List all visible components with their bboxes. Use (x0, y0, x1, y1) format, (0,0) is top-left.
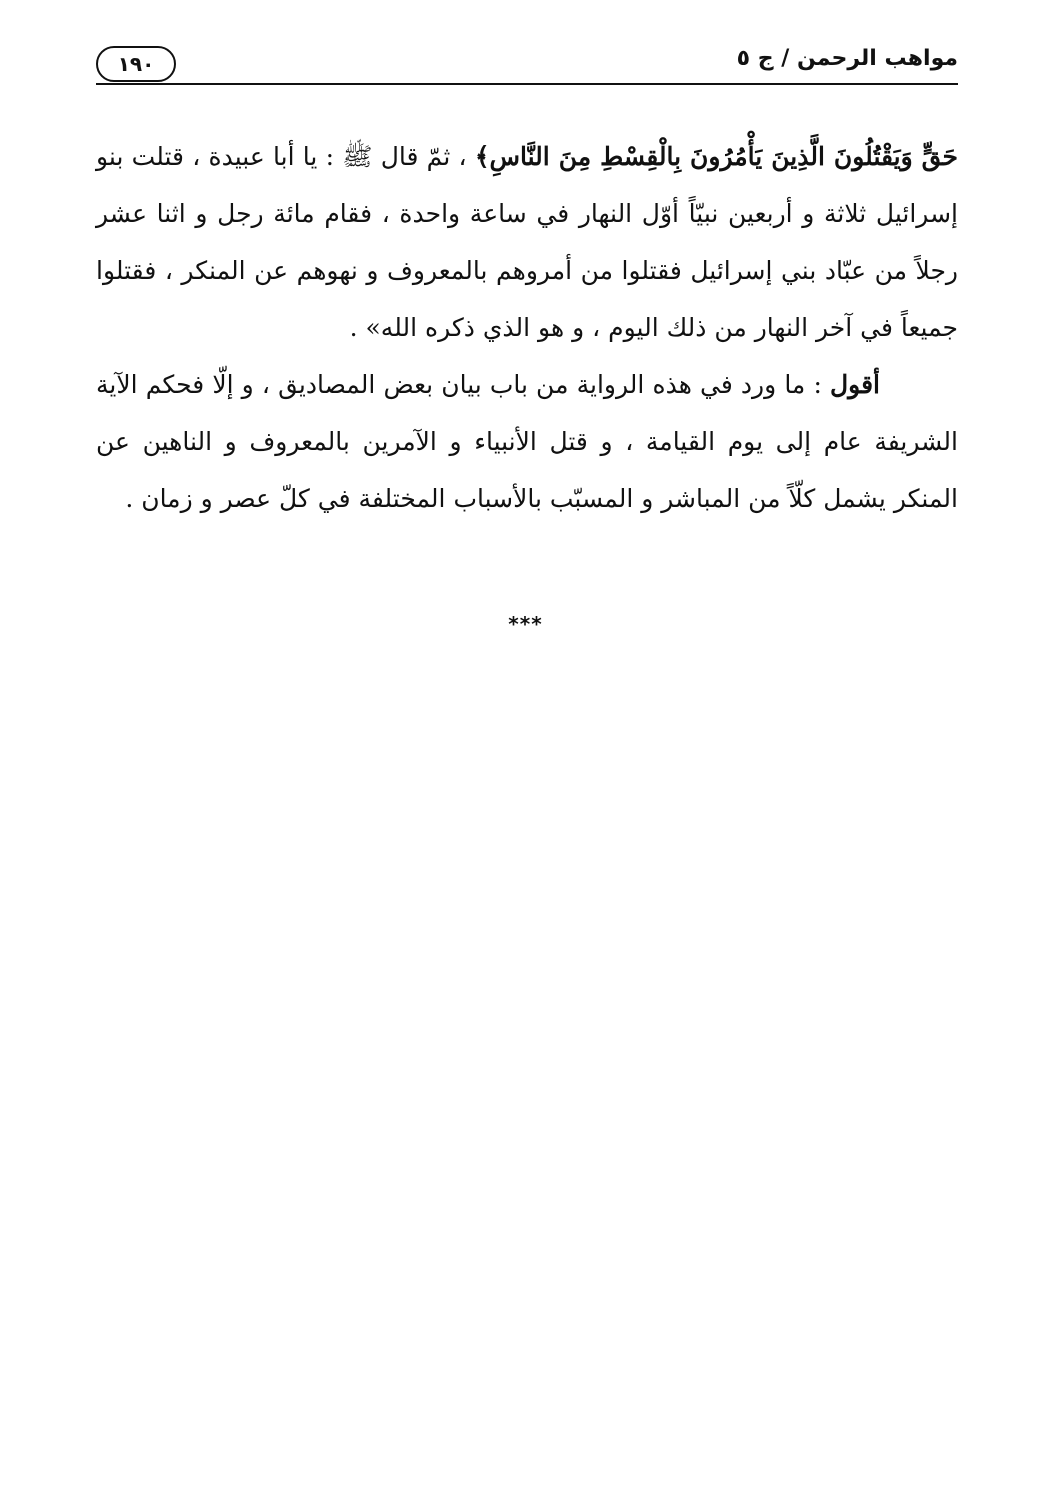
quran-verse-fragment: حَقٍّ وَيَقْتُلُونَ الَّذِينَ يَأْمُرُونَ بِالْقِسْطِ مِنَ النَّاسِ﴾ (474, 142, 958, 171)
paragraph-commentary (96, 356, 958, 527)
section-divider-asterisks: *** (508, 612, 543, 636)
paragraph-hadith (96, 128, 958, 356)
commentary-text: : ما ورد في هذه الرواية من باب بيان بعض المصاديق ، و إلّا فحكم الآية الشريفة عام إلى يوم القيامة ، و قتل الأنبياء و الآمرين بالمعروف و الناهين عن المنكر يشمل كلّاً من المباشر و المسبّب بالأسباب المختلفة في كلّ عصر و زمان . (96, 370, 958, 513)
page-number-badge: ١٩٠ (96, 46, 176, 82)
running-title: مواهب الرحمن / ج ٥ (736, 46, 958, 71)
main-text (96, 128, 958, 527)
header-divider-line (96, 83, 958, 85)
hadith-text: ، ثمّ قال ﷺ : يا أبا عبيدة ، قتلت بنو إسرائيل ثلاثة و أربعين نبيّاً أوّل النهار في ساعة واحدة ، فقام مائة رجل و اثنا عشر رجلاً من عبّاد بني إسرائيل فقتلوا من أمروهم بالمعروف و نهوهم عن المنكر ، فقتلوا جميعاً في آخر النهار من ذلك اليوم ، و هو الذي ذكره الله» . (96, 142, 958, 342)
page-header (96, 40, 958, 86)
commentary-lead-word: أقول (830, 370, 880, 399)
